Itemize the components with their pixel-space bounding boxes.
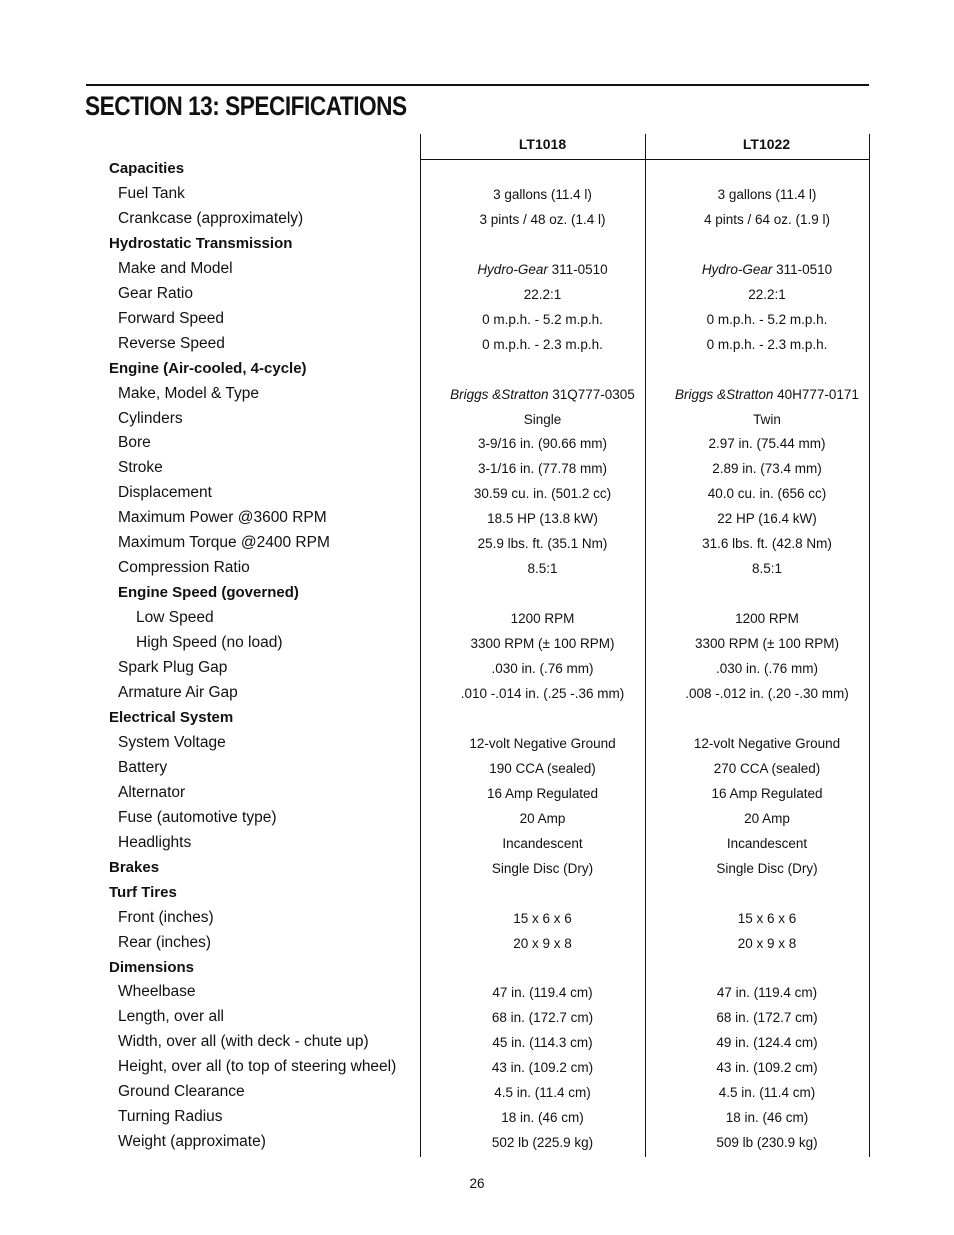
- value-lt1018: [420, 337, 665, 352]
- value-lt1022: [645, 461, 889, 476]
- value-lt1022: [645, 661, 889, 676]
- value-text: 8.5:1: [751, 561, 783, 577]
- section-heading: Electrical System: [109, 708, 234, 726]
- value-lt1018: [420, 661, 665, 676]
- spec-label: Weight (approximate): [118, 1133, 266, 1151]
- value-text: 0 m.p.h. - 5.2 m.p.h.: [706, 311, 828, 327]
- spec-row: [0, 906, 954, 931]
- spec-row: [0, 307, 954, 332]
- section-heading: Dimensions: [109, 958, 195, 976]
- brand-name: Briggs &Stratton: [675, 386, 774, 402]
- spec-row: [0, 382, 954, 407]
- column-header-lt1022: LT1022: [742, 136, 791, 152]
- value-lt1018: [420, 436, 665, 451]
- spec-row: [0, 1105, 954, 1130]
- value-text: 43 in. (109.2 cm): [491, 1060, 594, 1076]
- value-lt1022: [645, 337, 889, 352]
- value-text: 3 gallons (11.4 l): [493, 186, 592, 202]
- value-lt1018: [420, 412, 665, 427]
- spec-row: [0, 606, 954, 631]
- spec-label: Low Speed: [136, 609, 214, 627]
- value-text: Incandescent: [726, 835, 808, 851]
- section-row: [0, 357, 954, 382]
- value-text: 8.5:1: [527, 561, 558, 577]
- value-text: 30.59 cu. in. (501.2 cc): [473, 486, 612, 502]
- brand-name: Hydro-Gear: [701, 261, 773, 277]
- value-lt1018: [420, 1085, 665, 1100]
- value-text: 2.97 in. (75.44 mm): [708, 436, 826, 452]
- value-text: .010 -.014 in. (.25 -.36 mm): [460, 686, 625, 702]
- value-text: 3300 RPM (± 100 RPM): [695, 636, 839, 652]
- value-lt1022: [645, 412, 889, 427]
- value-text: Twin: [753, 411, 781, 427]
- value-text: 15 x 6 x 6: [513, 910, 572, 926]
- value-lt1022: [645, 212, 889, 227]
- section-heading: Engine (Air-cooled, 4-cycle): [109, 359, 307, 377]
- spec-label: Fuel Tank: [118, 184, 185, 202]
- spec-row: [0, 282, 954, 307]
- spec-row: [0, 831, 954, 856]
- spec-table: [0, 157, 954, 1155]
- value-text: 47 in. (119.4 cm): [716, 985, 818, 1001]
- value-lt1018: [420, 561, 665, 576]
- spec-label: Ground Clearance: [118, 1083, 245, 1101]
- page-number: 26: [469, 1176, 485, 1191]
- value-lt1018: [420, 486, 665, 501]
- value-lt1018: [420, 461, 665, 476]
- value-lt1018: [420, 611, 665, 626]
- value-text: 4.5 in. (11.4 cm): [718, 1085, 816, 1101]
- value-text: 15 x 6 x 6: [737, 910, 797, 926]
- section-row: [0, 706, 954, 731]
- spec-label: Displacement: [118, 484, 212, 502]
- spec-label: Stroke: [118, 459, 163, 477]
- value-lt1018: [420, 836, 665, 851]
- spec-row: [0, 1080, 954, 1105]
- value-lt1018: [420, 786, 665, 801]
- spec-label: Rear (inches): [118, 933, 212, 951]
- spec-row: [0, 407, 954, 432]
- value-text: 45 in. (114.3 cm): [492, 1035, 593, 1051]
- value-text: 25.9 lbs. ft. (35.1 Nm): [477, 536, 608, 552]
- value-text: 20 Amp: [519, 810, 566, 826]
- value-text: 12-volt Negative Ground: [693, 735, 841, 751]
- section-heading: Engine Speed (governed): [118, 584, 299, 602]
- value-text: 3 gallons (11.4 l): [717, 186, 817, 202]
- value-text: 3-1/16 in. (77.78 mm): [477, 461, 608, 477]
- spec-label: Height, over all (to top of steering wheel): [118, 1058, 397, 1076]
- section-row: [0, 881, 954, 906]
- spec-row: [0, 1055, 954, 1080]
- value-text: 22.2:1: [748, 286, 786, 302]
- value-text: 509 lb (230.9 kg): [716, 1135, 818, 1151]
- value-text: Single Disc (Dry): [491, 860, 594, 876]
- value-lt1018: [420, 1110, 665, 1125]
- value-lt1022: [645, 686, 889, 701]
- value-lt1022: [645, 1035, 889, 1050]
- spec-row: [0, 931, 954, 956]
- value-lt1022: [645, 1010, 889, 1025]
- spec-label: Forward Speed: [118, 309, 224, 327]
- spec-row: [0, 781, 954, 806]
- value-text: 4 pints / 64 oz. (1.9 l): [703, 211, 831, 227]
- value-text: 22 HP (16.4 kW): [717, 511, 817, 527]
- value-text: 2.89 in. (73.4 mm): [712, 461, 822, 477]
- value-lt1018: [420, 985, 665, 1000]
- value-text: 18 in. (46 cm): [725, 1110, 809, 1126]
- value-text: .030 in. (.76 mm): [491, 661, 594, 677]
- spec-label: Make, Model & Type: [118, 384, 260, 402]
- value-lt1022: [645, 911, 889, 926]
- section-row: [0, 581, 954, 606]
- value-lt1018: [420, 536, 665, 551]
- value-lt1018: [420, 287, 665, 302]
- spec-row: [0, 1030, 954, 1055]
- value-lt1022: [645, 287, 889, 302]
- spec-row: [0, 182, 954, 207]
- spec-label: Crankcase (approximately): [118, 209, 304, 227]
- spec-row: [0, 207, 954, 232]
- section-row: [0, 856, 954, 881]
- spec-label: Battery: [118, 758, 168, 776]
- value-lt1018: [420, 911, 665, 926]
- value-text: 31.6 lbs. ft. (42.8 Nm): [702, 536, 832, 552]
- value-text: 43 in. (109.2 cm): [716, 1060, 818, 1076]
- section-row: [0, 232, 954, 257]
- value-lt1018: [420, 936, 665, 951]
- spec-label: Gear Ratio: [118, 284, 193, 302]
- value-text: .030 in. (.76 mm): [715, 661, 819, 677]
- value-text: 0 m.p.h. - 2.3 m.p.h.: [706, 336, 828, 352]
- value-text: 40H777-0171: [777, 386, 859, 402]
- spec-label: Maximum Torque @2400 RPM: [118, 534, 330, 552]
- value-lt1022: [645, 387, 889, 402]
- spec-label: Wheelbase: [118, 983, 196, 1001]
- spec-label: System Voltage: [118, 733, 226, 751]
- value-lt1022: [645, 312, 889, 327]
- value-text: Single: [523, 411, 562, 427]
- value-text: 3300 RPM (± 100 RPM): [470, 636, 615, 652]
- spec-row: [0, 756, 954, 781]
- spec-label: Width, over all (with deck - chute up): [118, 1033, 369, 1051]
- value-text: 18 in. (46 cm): [501, 1110, 584, 1126]
- value-lt1022: [645, 611, 889, 626]
- spec-label: Front (inches): [118, 908, 214, 926]
- column-header-lt1018: LT1018: [518, 136, 567, 152]
- value-lt1022: [645, 1110, 889, 1125]
- value-text: 3-9/16 in. (90.66 mm): [477, 436, 608, 452]
- section-heading: Hydrostatic Transmission: [109, 234, 293, 252]
- page-title: SECTION 13: SPECIFICATIONS: [85, 91, 407, 121]
- section-heading: Capacities: [109, 160, 185, 177]
- spec-row: [0, 257, 954, 282]
- value-lt1018: [420, 1060, 665, 1075]
- brand-name: Hydro-Gear: [477, 261, 548, 277]
- value-text: 20 x 9 x 8: [737, 935, 797, 951]
- spec-label: Bore: [118, 434, 151, 452]
- value-text: Incandescent: [502, 835, 583, 851]
- value-text: 4.5 in. (11.4 cm): [494, 1085, 591, 1101]
- value-lt1022: [645, 836, 889, 851]
- value-text: 20 x 9 x 8: [513, 935, 572, 951]
- value-text: 49 in. (124.4 cm): [716, 1035, 818, 1051]
- section-row: [0, 157, 954, 182]
- value-lt1022: [645, 736, 889, 751]
- value-lt1022: [645, 511, 889, 526]
- spec-row: [0, 431, 954, 456]
- value-lt1022: [645, 936, 889, 951]
- spec-label: Turning Radius: [118, 1108, 223, 1126]
- value-text: 18.5 HP (13.8 kW): [487, 511, 598, 527]
- value-text: 190 CCA (sealed): [489, 760, 596, 776]
- value-text: 68 in. (172.7 cm): [491, 1010, 594, 1026]
- value-lt1018: [420, 636, 665, 651]
- value-text: 12-volt Negative Ground: [469, 735, 616, 751]
- value-lt1022: [645, 187, 889, 202]
- value-lt1018: [420, 761, 665, 776]
- spec-label: Alternator: [118, 783, 186, 801]
- value-text: Single Disc (Dry): [716, 860, 818, 876]
- spec-label: Reverse Speed: [118, 334, 225, 352]
- value-lt1018: [420, 262, 665, 277]
- value-lt1022: [645, 536, 889, 551]
- spec-label: Headlights: [118, 833, 192, 851]
- spec-row: [0, 1130, 954, 1155]
- spec-row: [0, 481, 954, 506]
- spec-row: [0, 332, 954, 357]
- value-text: 22.2:1: [523, 286, 562, 302]
- value-lt1018: [420, 811, 665, 826]
- value-lt1018: [420, 1135, 665, 1150]
- spec-row: [0, 631, 954, 656]
- value-text: 1200 RPM: [735, 611, 799, 627]
- value-text: 16 Amp Regulated: [486, 785, 599, 801]
- value-text: 502 lb (225.9 kg): [491, 1135, 594, 1151]
- value-lt1018: [420, 511, 665, 526]
- value-lt1022: [645, 561, 889, 576]
- value-lt1022: [645, 985, 889, 1000]
- value-lt1022: [645, 262, 889, 277]
- value-text: 31Q777-0305: [552, 386, 635, 402]
- spec-label: Armature Air Gap: [118, 684, 238, 702]
- spec-row: [0, 556, 954, 581]
- value-lt1022: [645, 1060, 889, 1075]
- spec-row: [0, 1005, 954, 1030]
- value-text: 16 Amp Regulated: [711, 785, 823, 801]
- value-lt1018: [420, 212, 665, 227]
- value-lt1022: [645, 761, 889, 776]
- value-text: 1200 RPM: [510, 611, 575, 627]
- value-lt1022: [645, 1085, 889, 1100]
- value-lt1018: [420, 686, 665, 701]
- value-lt1022: [645, 811, 889, 826]
- spec-row: [0, 681, 954, 706]
- value-text: 20 Amp: [744, 810, 790, 826]
- section-row: [0, 956, 954, 981]
- spec-row: [0, 531, 954, 556]
- brand-name: Briggs &Stratton: [450, 386, 549, 402]
- value-text: 311-0510: [776, 261, 833, 277]
- spec-row: [0, 506, 954, 531]
- value-lt1022: [645, 436, 889, 451]
- value-lt1018: [420, 1035, 665, 1050]
- section-heading: Turf Tires: [109, 883, 177, 901]
- value-lt1018: [420, 312, 665, 327]
- value-lt1022: [645, 1135, 889, 1150]
- spec-row: [0, 806, 954, 831]
- value-lt1022: [645, 861, 889, 876]
- spec-label: Make and Model: [118, 259, 233, 277]
- value-lt1018: [420, 387, 665, 402]
- value-text: 3 pints / 48 oz. (1.4 l): [479, 211, 606, 227]
- section-heading: Brakes: [109, 858, 160, 876]
- spec-label: Maximum Power @3600 RPM: [118, 509, 327, 527]
- value-text: 47 in. (119.4 cm): [492, 985, 593, 1001]
- value-lt1022: [645, 486, 889, 501]
- value-text: 0 m.p.h. - 5.2 m.p.h.: [482, 311, 603, 327]
- spec-label: Fuse (automotive type): [118, 808, 277, 826]
- value-text: 270 CCA (sealed): [713, 760, 821, 776]
- value-text: 311-0510: [551, 261, 608, 277]
- spec-row: [0, 731, 954, 756]
- value-lt1018: [420, 736, 665, 751]
- spec-row: [0, 456, 954, 481]
- spec-label: Cylinders: [118, 409, 183, 427]
- value-text: 40.0 cu. in. (656 cc): [707, 486, 827, 502]
- value-lt1022: [645, 636, 889, 651]
- value-lt1018: [420, 861, 665, 876]
- spec-label: Length, over all: [118, 1008, 224, 1026]
- spec-label: Compression Ratio: [118, 559, 250, 577]
- value-text: .008 -.012 in. (.20 -.30 mm): [685, 686, 849, 702]
- spec-row: [0, 656, 954, 681]
- top-rule: [86, 84, 869, 86]
- value-text: 0 m.p.h. - 2.3 m.p.h.: [482, 336, 603, 352]
- value-lt1018: [420, 187, 665, 202]
- spec-label: High Speed (no load): [136, 634, 283, 652]
- value-lt1018: [420, 1010, 665, 1025]
- spec-row: [0, 980, 954, 1005]
- value-text: 68 in. (172.7 cm): [716, 1010, 818, 1026]
- value-lt1022: [645, 786, 889, 801]
- spec-label: Spark Plug Gap: [118, 659, 228, 677]
